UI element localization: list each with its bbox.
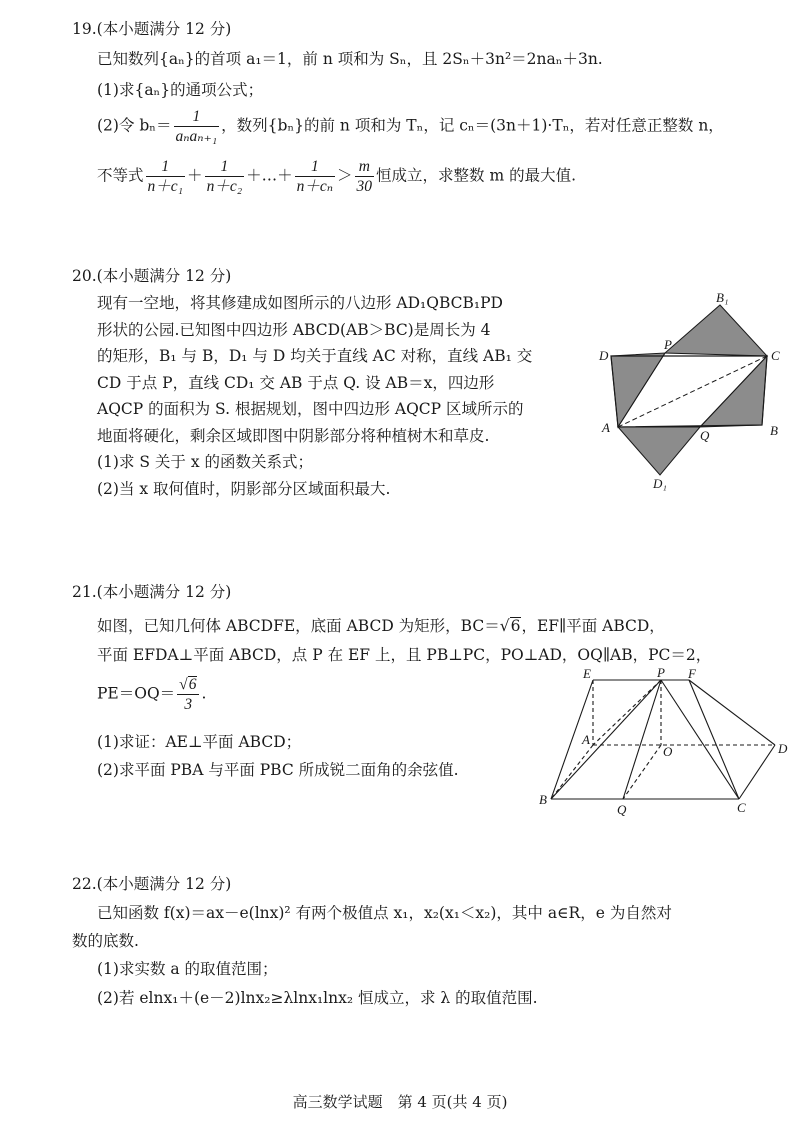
q19-ineq-suffix: 恒成立，求整数 m 的最大值. bbox=[376, 166, 577, 185]
q20-part1: (1)求 S 关于 x 的函数关系式； bbox=[97, 453, 314, 471]
q19-line1: 已知数列{aₙ}的首项 a₁＝1，前 n 项和为 Sₙ，且 2Sₙ＋3n²＝2naₙ＋3n. bbox=[97, 50, 603, 68]
q19-fraction-4 bbox=[355, 158, 375, 195]
q19-fraction-3 bbox=[295, 158, 335, 195]
q20-line: 形状的公园.已知图中四边形 ABCD(AB＞BC)是周长为 4 bbox=[97, 320, 491, 339]
q20-label-b1: B₁ bbox=[716, 290, 729, 305]
q20-label-b: B bbox=[770, 423, 778, 438]
q21-label-b: B bbox=[539, 792, 547, 807]
q20-label-c: C bbox=[771, 348, 780, 363]
q20-body bbox=[97, 296, 587, 508]
q21-label-f: F bbox=[688, 668, 696, 681]
q20-line: CD 于点 P，直线 CD₁ 交 AB 于点 Q. 设 AB＝x，四边形 bbox=[97, 373, 495, 392]
q21-hidden-oq bbox=[623, 745, 661, 799]
q19-fraction-2 bbox=[205, 158, 245, 195]
q19-part1: (1)求{aₙ}的通项公式； bbox=[97, 81, 264, 99]
q21-label-c: C bbox=[737, 800, 746, 815]
q19-f1-num: 1 bbox=[146, 158, 186, 177]
q19-f3-den: n＋cₙ bbox=[296, 178, 334, 196]
q21-line3-suffix: . bbox=[201, 684, 207, 703]
q21-part1: (1)求证：AE⊥平面 ABCD； bbox=[97, 733, 302, 751]
q20-label-q: Q bbox=[700, 428, 710, 443]
q19-bn-den: aₙaₙ₊₁ bbox=[175, 128, 218, 146]
q21-sqrt6: 6 bbox=[510, 617, 521, 635]
q20-part2: (2)当 x 取何值时，阴影部分区域面积最大. bbox=[97, 479, 391, 498]
q21-label-o: O bbox=[663, 744, 673, 759]
q21-header: 21.(本小题满分 12 分) bbox=[72, 583, 232, 601]
q19-bn-num: 1 bbox=[174, 108, 220, 127]
q21-edge-fd bbox=[689, 680, 775, 745]
q21-label-e: E bbox=[583, 668, 591, 681]
q21-edge-cd bbox=[739, 745, 775, 799]
q19-dots: ＋…＋ bbox=[246, 166, 293, 185]
q21-part2: (2)求平面 PBA 与平面 PBC 所成锐二面角的余弦值. bbox=[97, 761, 459, 779]
q19-plus: ＋ bbox=[187, 166, 203, 185]
q20-line: 地面将硬化，剩余区域即图中阴影部分将种植树木和草皮. bbox=[97, 426, 490, 445]
q21-line1-text: 如图，已知几何体 ABCDFE，底面 ABCD 为矩形，BC＝ bbox=[97, 617, 500, 635]
q21-edge-fc bbox=[689, 680, 739, 799]
q21-label-q: Q bbox=[617, 802, 627, 817]
q19-bn-fraction bbox=[174, 108, 220, 145]
q20-label-d1: D₁ bbox=[653, 476, 667, 491]
q20-label-p: P bbox=[664, 337, 672, 352]
q20-header: 20.(本小题满分 12 分) bbox=[72, 267, 232, 285]
q19-ineq-prefix: 不等式 bbox=[97, 166, 144, 185]
q20-octagon-figure bbox=[590, 290, 800, 500]
q19-f2-num: 1 bbox=[205, 158, 245, 177]
q21-label-a: A bbox=[582, 732, 590, 747]
q19-f2-den: n＋c₂ bbox=[206, 178, 243, 196]
q21-label-p: P bbox=[657, 668, 665, 680]
q19-header: 19.(本小题满分 12 分) bbox=[72, 20, 232, 38]
q21-line3 bbox=[97, 676, 206, 713]
q21-line1-suffix: ，EF∥平面 ABCD， bbox=[521, 617, 665, 635]
q20-shade-bottom bbox=[618, 427, 700, 475]
q21-frac-num: √6 bbox=[177, 676, 199, 695]
q19-f3-num: 1 bbox=[295, 158, 335, 177]
q20-label-a: A bbox=[602, 420, 610, 435]
q20-line: 现有一空地，将其修建成如图所示的八边形 AD₁QBCB₁PD bbox=[97, 294, 503, 312]
q21-edge-pb bbox=[551, 680, 661, 799]
q22-line1: 已知函数 f(x)＝ax－e(lnx)² 有两个极值点 x₁，x₂(x₁＜x₂)，其中 a∈R，e 为自然对 bbox=[97, 904, 672, 922]
q21-hidden-ab bbox=[551, 745, 593, 799]
q21-edge-pc bbox=[661, 680, 739, 799]
q20-label-d: D bbox=[599, 348, 609, 363]
q20-shade-top bbox=[665, 305, 767, 356]
q19-part2-prefix: (2)令 bₙ＝ bbox=[97, 116, 172, 135]
q22-header: 22.(本小题满分 12 分) bbox=[72, 875, 232, 893]
q19-gt: ＞ bbox=[337, 166, 353, 185]
page-footer: 高三数学试题 第 4 页(共 4 页) bbox=[292, 1093, 508, 1111]
q19-part2-suffix: ，数列{bₙ}的前 n 项和为 Tₙ，记 cₙ＝(3n＋1)·Tₙ，若对任意正整数 n， bbox=[221, 116, 724, 135]
q21-edge-pq bbox=[623, 680, 661, 799]
q21-line2: 平面 EFDA⊥平面 ABCD，点 P 在 EF 上，且 PB⊥PC，PO⊥AD，OQ∥AB，PC＝2， bbox=[97, 646, 712, 664]
q22-line2: 数的底数. bbox=[72, 932, 139, 950]
q20-line: 的矩形，B₁ 与 B，D₁ 与 D 均关于直线 AC 对称，直线 AB₁ 交 bbox=[97, 347, 533, 365]
q21-frac-den: 3 bbox=[184, 696, 193, 714]
q19-inequality bbox=[97, 158, 576, 195]
q19-f4-den: 30 bbox=[356, 178, 373, 196]
q19-part2 bbox=[97, 108, 724, 145]
q21-line1: 如图，已知几何体 ABCDFE，底面 ABCD 为矩形，BC＝√6，EF∥平面 ABCD， bbox=[97, 617, 665, 635]
q19-f1-den: n＋c₁ bbox=[147, 178, 184, 196]
q22-part1: (1)求实数 a 的取值范围； bbox=[97, 960, 278, 978]
q22-part2: (2)若 elnx₁＋(e－2)lnx₂≥λlnx₁lnx₂ 恒成立，求 λ 的取值范围. bbox=[97, 989, 538, 1007]
q19-fraction-1 bbox=[146, 158, 186, 195]
q21-fraction bbox=[177, 676, 199, 713]
q19-f4-num: m bbox=[355, 158, 375, 177]
q21-label-d: D bbox=[778, 741, 788, 756]
q20-shade-left bbox=[611, 353, 665, 427]
q21-solid-figure bbox=[535, 668, 797, 818]
q21-frac-sqrt: 6 bbox=[188, 676, 197, 693]
q21-line3-prefix: PE＝OQ＝ bbox=[97, 684, 176, 703]
q20-line: AQCP 的面积为 S. 根据规划，图中四边形 AQCP 区域所示的 bbox=[97, 400, 524, 418]
